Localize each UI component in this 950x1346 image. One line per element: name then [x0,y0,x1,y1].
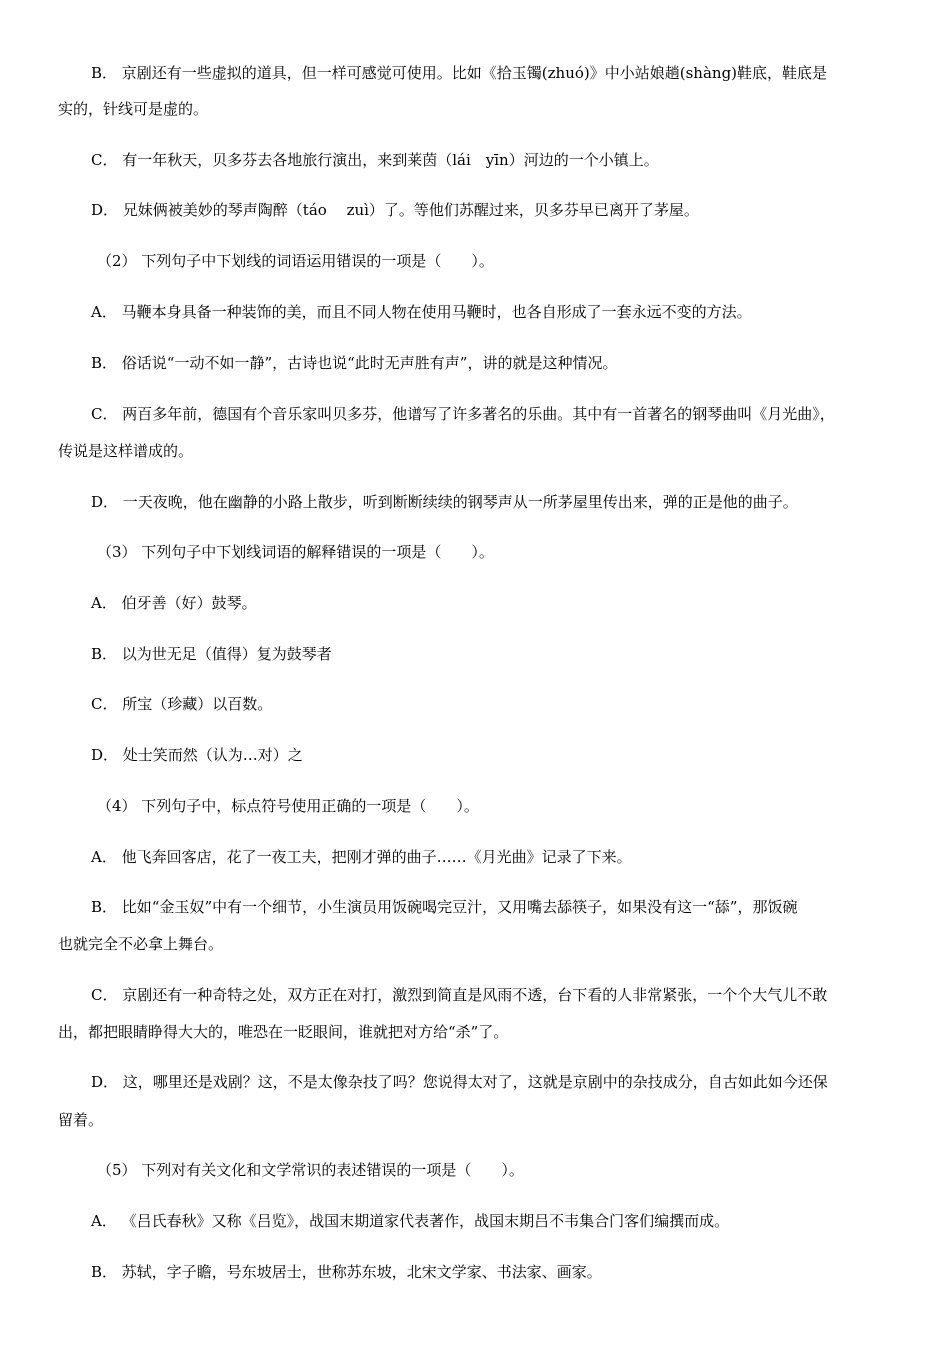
option-c: C． 所宝（珍藏）以百数。 [91,695,273,713]
option-a: A． 《吕氏春秋》又称《吕览》，战国末期道家代表著作，战国末期吕不韦集合门客们编撰而成。 [91,1212,730,1230]
option-a: A． 马鞭本身具备一种装饰的美，而且不同人物在使用马鞭时，也各自形成了一套永远不变的方法。 [91,303,752,321]
option-d: D． 一天夜晚，他在幽静的小路上散步，听到断断续续的钢琴声从一所茅屋里传出来，弹的正是他的曲子。 [91,493,798,511]
option-d: D． 处士笑而然（认为…对）之 [91,746,303,764]
option-c-line1: C． 两百多年前，德国有个音乐家叫贝多芬，他谱写了许多著名的乐曲。其中有一首著名的钢琴曲叫《月光曲》， [91,405,835,423]
option-c-line2: 传说是这样谱成的。 [58,442,194,460]
option-a: A． 伯牙善（好）鼓琴。 [91,594,257,612]
option-d-line1: D． 这，哪里还是戏剧？这，不是太像杂技了吗？您说得太对了，这就是京剧中的杂技成分，自古如此如今还保 [91,1073,828,1091]
option-d-line2: 留着。 [58,1111,104,1129]
option-b-line1: B． 比如“金玉奴”中有一个细节，小生演员用饭碗喝完豆汁，又用嘴去舔筷子，如果没有这一“舔”，那饭碗 [91,898,798,916]
question-2: （2） 下列句子中下划线的词语运用错误的一项是（ ）。 [97,252,494,270]
option-c-line1: C． 京剧还有一种奇特之处，双方正在对打，激烈到简直是风雨不透，台下看的人非常紧张，一个个大气儿不敢 [91,986,828,1004]
option-d: D． 兄妹俩被美妙的琴声陶醉（táo zuì）了。等他们苏醒过来，贝多芬早已离开了茅屋。 [91,201,699,219]
option-c: C． 有一年秋天，贝多芬去各地旅行演出，来到莱茵（lái yīn）河边的一个小镇上。 [91,151,659,169]
question-4: （4） 下列句子中，标点符号使用正确的一项是（ ）。 [97,797,479,815]
option-c-line2: 出，都把眼睛睁得大大的，唯恐在一眨眼间，谁就把对方给“杀”了。 [58,1023,509,1041]
option-b: B． 俗话说“一动不如一静”，古诗也说“此时无声胜有声”，讲的就是这种情况。 [91,354,618,372]
option-b-line1: B． 京剧还有一些虚拟的道具，但一样可感觉可使用。比如《拾玉镯(zhuó)》中小站娘趟(shàng)鞋底，鞋底是 [91,64,828,82]
question-5: （5） 下列对有关文化和文学常识的表述错误的一项是（ ）。 [97,1161,524,1179]
option-b: B． 苏轼，字子瞻，号东坡居士，世称苏东坡，北宋文学家、书法家、画家。 [91,1263,602,1281]
option-a: A． 他飞奔回客店，花了一夜工夫，把刚才弹的曲子……《月光曲》记录了下来。 [91,848,632,866]
option-b: B． 以为世无足（值得）复为鼓琴者 [91,645,332,663]
question-3: （3） 下列句子中下划线词语的解释错误的一项是（ ）。 [97,543,494,561]
option-b-line2: 实的，针线可是虚的。 [58,100,209,118]
option-b-line2: 也就完全不必拿上舞台。 [58,935,224,953]
